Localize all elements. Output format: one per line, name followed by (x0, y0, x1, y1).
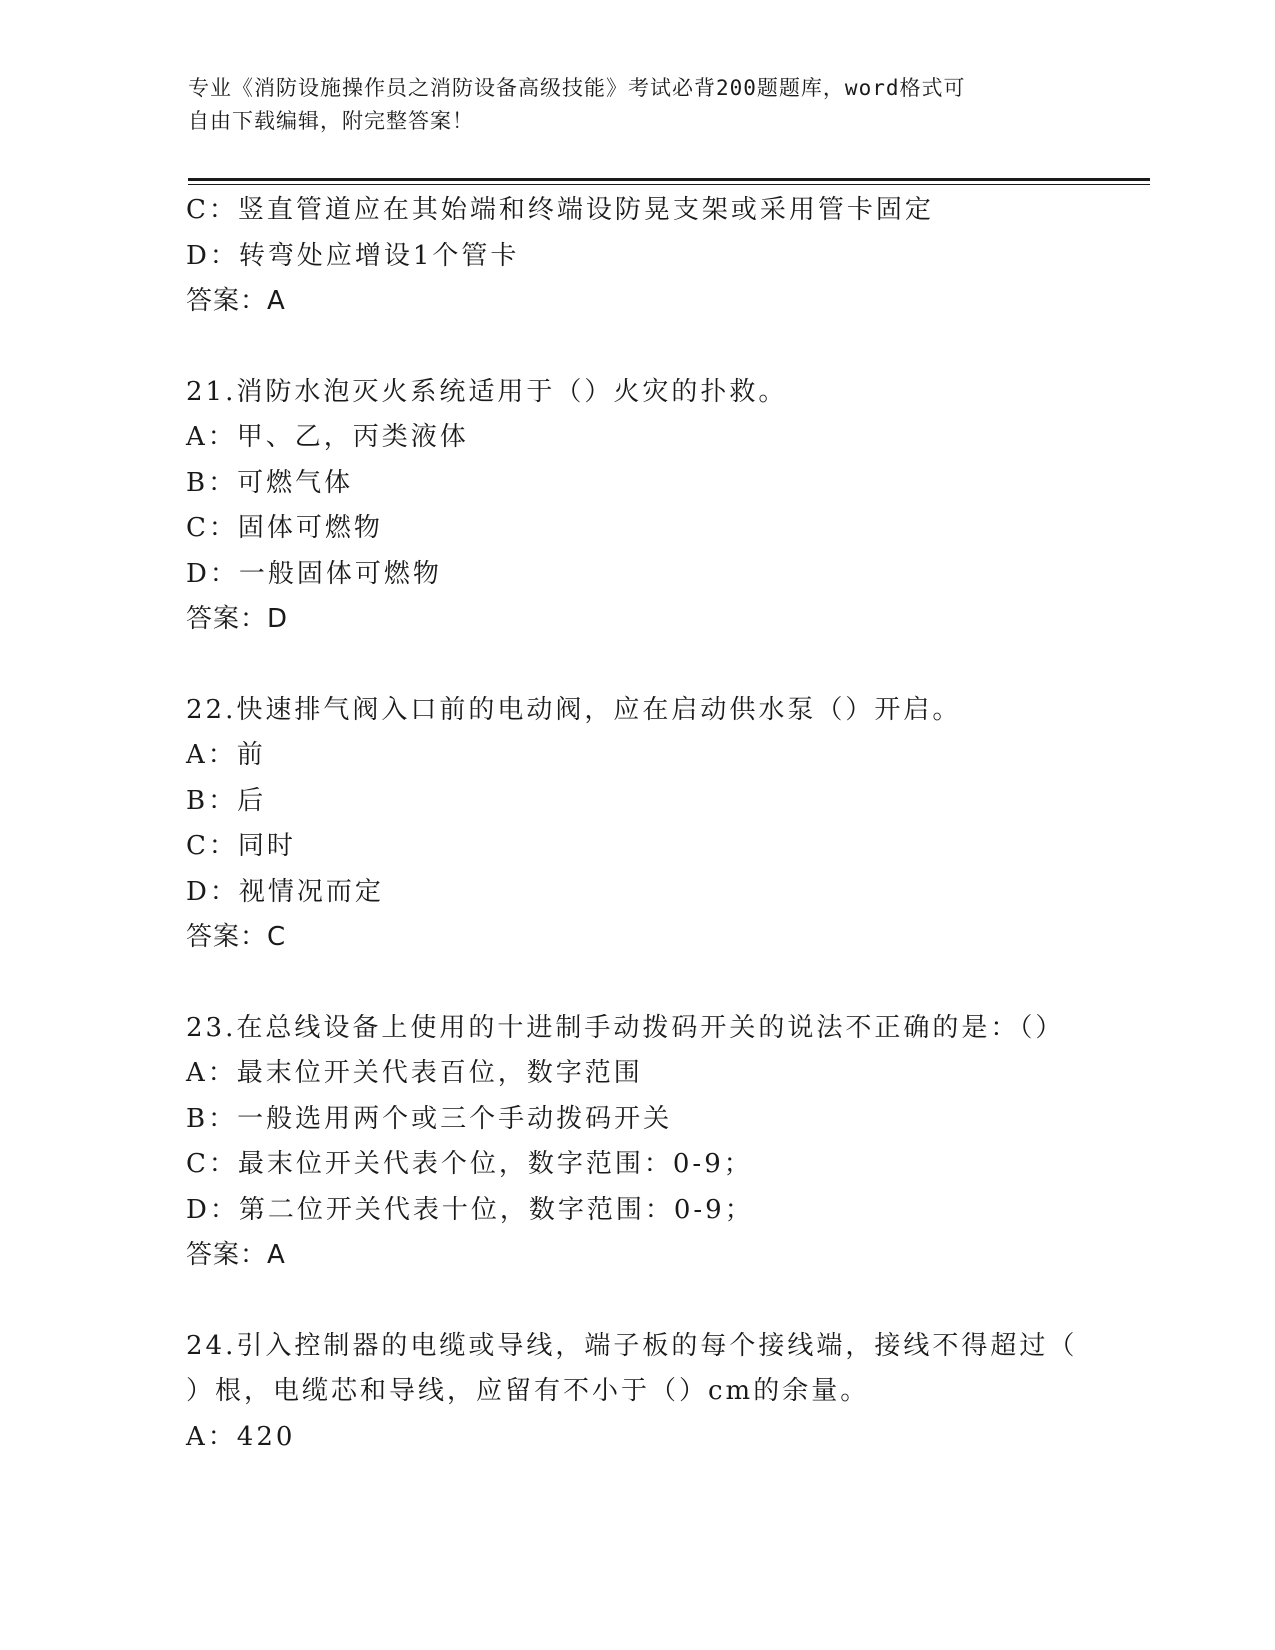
option-c: C：最末位开关代表个位，数字范围：0-9； (186, 1149, 753, 1179)
header-divider-thin (188, 184, 1150, 185)
question-stem: 24.引入控制器的电缆或导线，端子板的每个接线端，接线不得超过（ (186, 1330, 1078, 1361)
option-b: B：一般选用两个或三个手动拨码开关 (186, 1103, 673, 1134)
header-line-1: 专业《消防设施操作员之消防设备高级技能》考试必背200题题库，word格式可 (188, 76, 966, 100)
option-a: A：420 (186, 1421, 296, 1452)
answer: 答案：D (186, 604, 289, 634)
question-stem: 22.快速排气阀入口前的电动阀，应在启动供水泵（）开启。 (186, 694, 962, 725)
answer: 答案：C (186, 922, 287, 952)
option-a: A：甲、乙，丙类液体 (186, 422, 469, 452)
option-d: D：一般固体可燃物 (186, 558, 442, 589)
header-divider-thick (188, 178, 1150, 181)
question-block-20 (186, 188, 1086, 325)
question-block-22 (186, 688, 1086, 961)
document-header (188, 72, 1068, 138)
question-stem: 21.消防水泡灭火系统适用于（）火灾的扑救。 (186, 376, 788, 407)
question-block-23 (186, 1006, 1086, 1279)
option-c: C：竖直管道应在其始端和终端设防晃支架或采用管卡固定 (186, 195, 934, 225)
option-d: D：第二位开关代表十位，数字范围：0-9； (186, 1194, 754, 1225)
option-c: C：同时 (186, 831, 296, 861)
header-line-2: 自由下载编辑，附完整答案！ (188, 109, 474, 133)
option-d: D：转弯处应增设1个管卡 (186, 240, 520, 271)
question-block-21 (186, 370, 1086, 643)
question-content (186, 188, 1086, 1460)
option-b: B：后 (186, 785, 267, 816)
question-stem: 23.在总线设备上使用的十进制手动拨码开关的说法不正确的是：（） (186, 1012, 1065, 1043)
question-stem-continued: ）根，电缆芯和导线，应留有不小于（）cm的余量。 (186, 1376, 870, 1406)
option-b: B：可燃气体 (186, 467, 354, 498)
question-block-24 (186, 1324, 1086, 1461)
option-a: A：最末位开关代表百位，数字范围 (186, 1058, 643, 1088)
answer: 答案：A (186, 1240, 286, 1270)
answer: 答案：A (186, 286, 286, 316)
option-c: C：固体可燃物 (186, 513, 383, 543)
option-d: D：视情况而定 (186, 876, 384, 907)
option-a: A：前 (186, 740, 266, 770)
